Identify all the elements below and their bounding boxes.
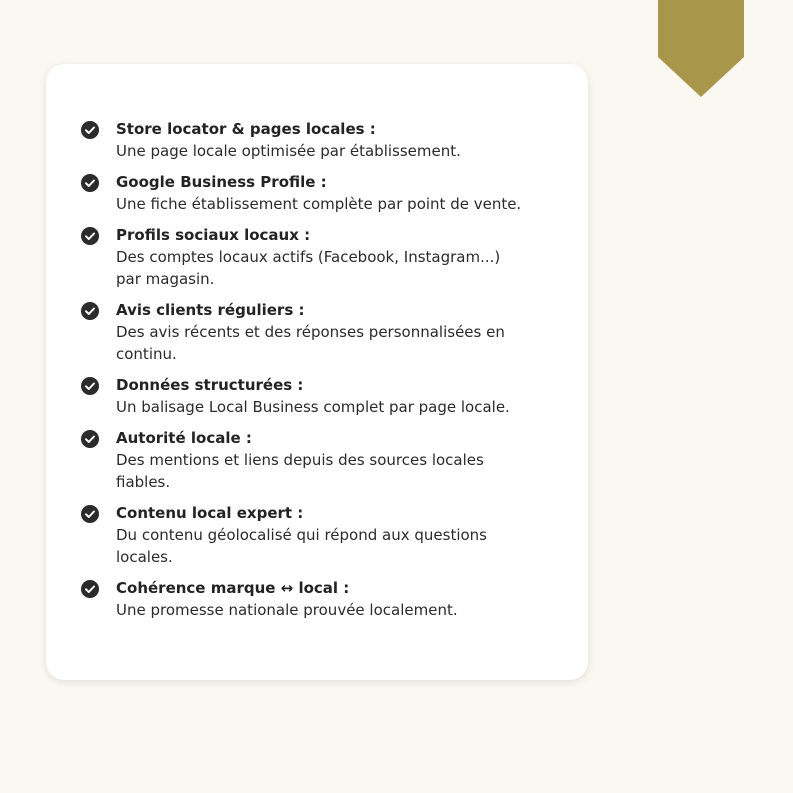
check-circle-icon bbox=[81, 121, 99, 139]
item-title: Profils sociaux locaux : bbox=[116, 226, 311, 244]
checklist bbox=[46, 118, 588, 630]
bookmark-ribbon-icon bbox=[658, 0, 744, 97]
item-title: Cohérence marque ↔ local : bbox=[116, 579, 350, 597]
item-description: Une page locale optimisée par établissement. bbox=[116, 142, 461, 160]
item-description: Des comptes locaux actifs (Facebook, Instagram...) par magasin. bbox=[116, 248, 501, 288]
item-title: Autorité locale : bbox=[116, 429, 252, 447]
list-item bbox=[46, 427, 588, 493]
list-item bbox=[46, 171, 588, 215]
item-title: Avis clients réguliers : bbox=[116, 301, 305, 319]
check-circle-icon bbox=[81, 580, 99, 598]
item-title: Contenu local expert : bbox=[116, 504, 304, 522]
item-description: Des avis récents et des réponses personnalisées en continu. bbox=[116, 323, 505, 363]
list-item bbox=[46, 502, 588, 568]
item-title: Store locator & pages locales : bbox=[116, 120, 376, 138]
item-description: Des mentions et liens depuis des sources locales fiables. bbox=[116, 451, 484, 491]
item-title: Google Business Profile : bbox=[116, 173, 327, 191]
check-circle-icon bbox=[81, 430, 99, 448]
item-description: Du contenu géolocalisé qui répond aux questions locales. bbox=[116, 526, 487, 566]
checklist-card bbox=[46, 64, 588, 680]
list-item bbox=[46, 577, 588, 621]
check-circle-icon bbox=[81, 227, 99, 245]
list-item bbox=[46, 224, 588, 290]
item-title: Données structurées : bbox=[116, 376, 304, 394]
check-circle-icon bbox=[81, 302, 99, 320]
list-item bbox=[46, 299, 588, 365]
item-description: Un balisage Local Business complet par page locale. bbox=[116, 398, 510, 416]
list-item bbox=[46, 118, 588, 162]
check-circle-icon bbox=[81, 377, 99, 395]
check-circle-icon bbox=[81, 505, 99, 523]
check-circle-icon bbox=[81, 174, 99, 192]
item-description: Une fiche établissement complète par point de vente. bbox=[116, 195, 522, 213]
item-description: Une promesse nationale prouvée localement. bbox=[116, 601, 458, 619]
list-item bbox=[46, 374, 588, 418]
